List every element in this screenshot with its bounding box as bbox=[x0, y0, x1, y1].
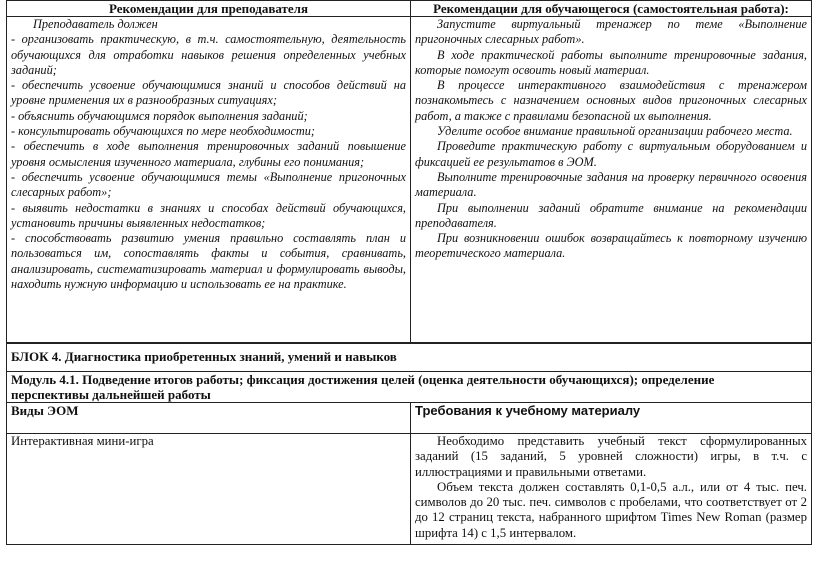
teacher-item: - организовать практическую, в т.ч. самостоятельную, деятельность обучающихся для отработки навыков решения определенных учебных заданий; bbox=[11, 32, 406, 77]
module-row bbox=[7, 372, 812, 403]
student-paragraph: Запустите виртуальный тренажер по теме «Выполнение пригоночных слесарных работ». bbox=[415, 17, 807, 47]
diagnostics-table bbox=[6, 342, 812, 545]
student-paragraph: В ходе практической работы выполните тренировочные задания, которые помогут освоить новый материал. bbox=[415, 47, 807, 77]
eom-kind-header: Виды ЭОМ bbox=[7, 403, 411, 434]
teacher-item: - объяснить обучающимся порядок выполнения заданий; bbox=[11, 108, 308, 123]
teacher-lead: Преподаватель должен bbox=[33, 17, 158, 31]
teacher-header: Рекомендации для преподавателя bbox=[7, 1, 411, 17]
teacher-item: - обеспечить усвоение обучающимися темы «Выполнение пригоночных слесарных работ»; bbox=[11, 169, 406, 200]
teacher-item: - обеспечить в ходе выполнения тренировочных заданий повышение уровня осмысления изученного материала, глубины его понимания; bbox=[11, 139, 406, 169]
block-row bbox=[7, 343, 812, 372]
module-title-line: Модуль 4.1. Подведение итогов работы; фиксация достижения целей (оценка деятельности обучающихся); определение bbox=[11, 372, 715, 387]
eom-requirements-header: Требования к учебному материалу bbox=[411, 403, 812, 434]
eom-header-row bbox=[7, 403, 812, 434]
block-title: БЛОК 4. Диагностика приобретенных знаний, умений и навыков bbox=[7, 343, 812, 372]
student-paragraph: Выполните тренировочные задания на проверку первичного освоения материала. bbox=[415, 169, 807, 200]
recommendations-body-row bbox=[7, 17, 812, 344]
student-paragraph: При выполнении заданий обратите внимание на рекомендации преподавателя. bbox=[415, 200, 807, 230]
student-paragraph: В процессе интерактивного взаимодействия с тренажером познакомьтесь с назначением основных видов пригоночных слесарных работ, а также с правилами безопасной их выполнения. bbox=[415, 78, 807, 123]
eom-requirements bbox=[411, 434, 812, 545]
student-paragraph: Проведите практическую работу с виртуальным оборудованием и фиксацией ее результатов в ЭОМ. bbox=[415, 139, 807, 169]
student-recommendations bbox=[411, 17, 812, 344]
recommendations-table bbox=[6, 0, 812, 344]
teacher-recommendations bbox=[7, 17, 411, 344]
module-title bbox=[7, 372, 812, 403]
requirements-paragraph: Объем текста должен составлять 0,1-0,5 а.л., или от 4 тыс. печ. символов до 20 тыс. печ. символов с пробелами, что соответствует от 2 до 12 страниц текста, набранного шрифтом Times New Roman (размер шрифта 14) с 1,5 интервалом. bbox=[415, 479, 808, 540]
eom-kind: Интерактивная мини-игра bbox=[7, 434, 411, 545]
student-paragraph: При возникновении ошибок возвращайтесь к повторному изучению теоретического материала. bbox=[415, 231, 807, 261]
requirements-paragraph: Необходимо представить учебный текст сформулированных заданий (15 заданий, 5 уровней сложности) игры, в т.ч. с иллюстрациями и правильными ответами. bbox=[415, 434, 808, 479]
module-title-line: перспективы дальнейшей работы bbox=[11, 387, 211, 402]
student-header: Рекомендации для обучающегося (самостоятельная работа): bbox=[411, 1, 812, 17]
teacher-item: - способствовать развитию умения правильно составлять план и пользоваться им, сопоставлять факты и события, сравнивать, анализировать, систематизировать материал и формулировать выводы, находить нужную информацию и использовать ее на практике. bbox=[11, 231, 406, 292]
recommendations-header-row bbox=[7, 1, 812, 17]
teacher-item: - обеспечить усвоение обучающимися знаний и способов действий на уровне применения их в разнообразных ситуациях; bbox=[11, 78, 406, 108]
student-paragraph: Уделите особое внимание правильной организации рабочего места. bbox=[437, 124, 793, 139]
teacher-item: - выявить недостатки в знаниях и способах действий обучающихся, установить причины выявленных недостатков; bbox=[11, 200, 406, 230]
teacher-item: - консультировать обучающихся по мере необходимости; bbox=[11, 124, 316, 139]
eom-row bbox=[7, 434, 812, 545]
